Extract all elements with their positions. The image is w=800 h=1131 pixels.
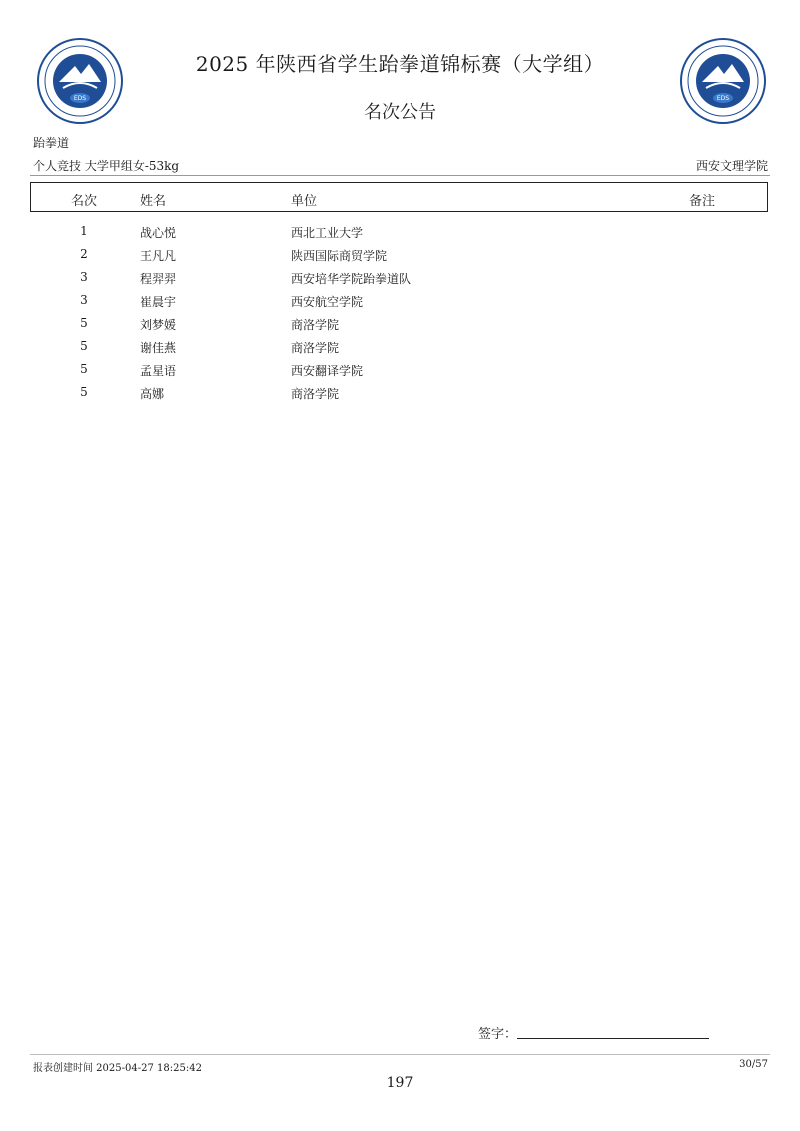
cell-name: 高娜 xyxy=(140,387,165,401)
header-note: 备注 xyxy=(689,194,716,209)
table-row xyxy=(30,291,770,314)
cell-unit: 陕西国际商贸学院 xyxy=(291,249,388,263)
table-row xyxy=(30,222,770,245)
footer-divider xyxy=(30,1054,770,1055)
cell-name: 谢佳燕 xyxy=(140,341,177,355)
cell-unit: 西安翻译学院 xyxy=(291,364,364,378)
cell-name: 刘梦媛 xyxy=(140,318,177,332)
cell-rank: 2 xyxy=(80,247,88,261)
svg-text:EDS: EDS xyxy=(716,95,730,102)
event-label: 个人竞技 大学甲组女-53kg xyxy=(33,159,180,173)
cell-name: 王凡凡 xyxy=(140,249,177,263)
cell-rank: 3 xyxy=(80,270,88,284)
cell-name: 崔晨宇 xyxy=(140,295,177,309)
cell-unit: 商洛学院 xyxy=(291,318,340,332)
table-row xyxy=(30,268,770,291)
host-label: 西安文理学院 xyxy=(695,159,768,173)
svg-text:EDS: EDS xyxy=(73,95,87,102)
results-table xyxy=(30,222,770,406)
sport-label: 跆拳道 xyxy=(33,136,70,150)
cell-rank: 5 xyxy=(80,362,88,376)
page-fraction: 30/57 xyxy=(739,1059,768,1070)
cell-name: 孟星语 xyxy=(140,364,177,378)
page-number: 197 xyxy=(386,1075,414,1091)
header-rank: 名次 xyxy=(71,194,98,209)
signature-label: 签字： xyxy=(478,1027,518,1042)
cell-rank: 5 xyxy=(80,316,88,330)
cell-rank: 3 xyxy=(80,293,88,307)
table-header xyxy=(30,182,768,212)
cell-name: 战心悦 xyxy=(140,226,177,240)
page-title: 2025 年陕西省学生跆拳道锦标赛（大学组） xyxy=(195,52,605,76)
cell-rank: 1 xyxy=(80,224,88,238)
signature-line xyxy=(517,1038,709,1039)
cell-unit: 商洛学院 xyxy=(291,387,340,401)
header-unit: 单位 xyxy=(291,194,318,209)
cell-unit: 西北工业大学 xyxy=(291,226,364,240)
cell-unit: 西安培华学院跆拳道队 xyxy=(291,272,412,286)
table-row xyxy=(30,314,770,337)
page-subtitle: 名次公告 xyxy=(364,102,436,123)
cell-rank: 5 xyxy=(80,339,88,353)
table-row xyxy=(30,360,770,383)
table-row xyxy=(30,383,770,406)
table-row xyxy=(30,245,770,268)
report-created-time: 报表创建时间 2025-04-27 18:25:42 xyxy=(33,1063,202,1074)
cell-rank: 5 xyxy=(80,385,88,399)
cell-name: 程羿羿 xyxy=(140,272,177,286)
header-name: 姓名 xyxy=(140,194,167,209)
cell-unit: 商洛学院 xyxy=(291,341,340,355)
divider xyxy=(30,175,770,176)
table-row xyxy=(30,337,770,360)
cell-unit: 西安航空学院 xyxy=(291,295,364,309)
